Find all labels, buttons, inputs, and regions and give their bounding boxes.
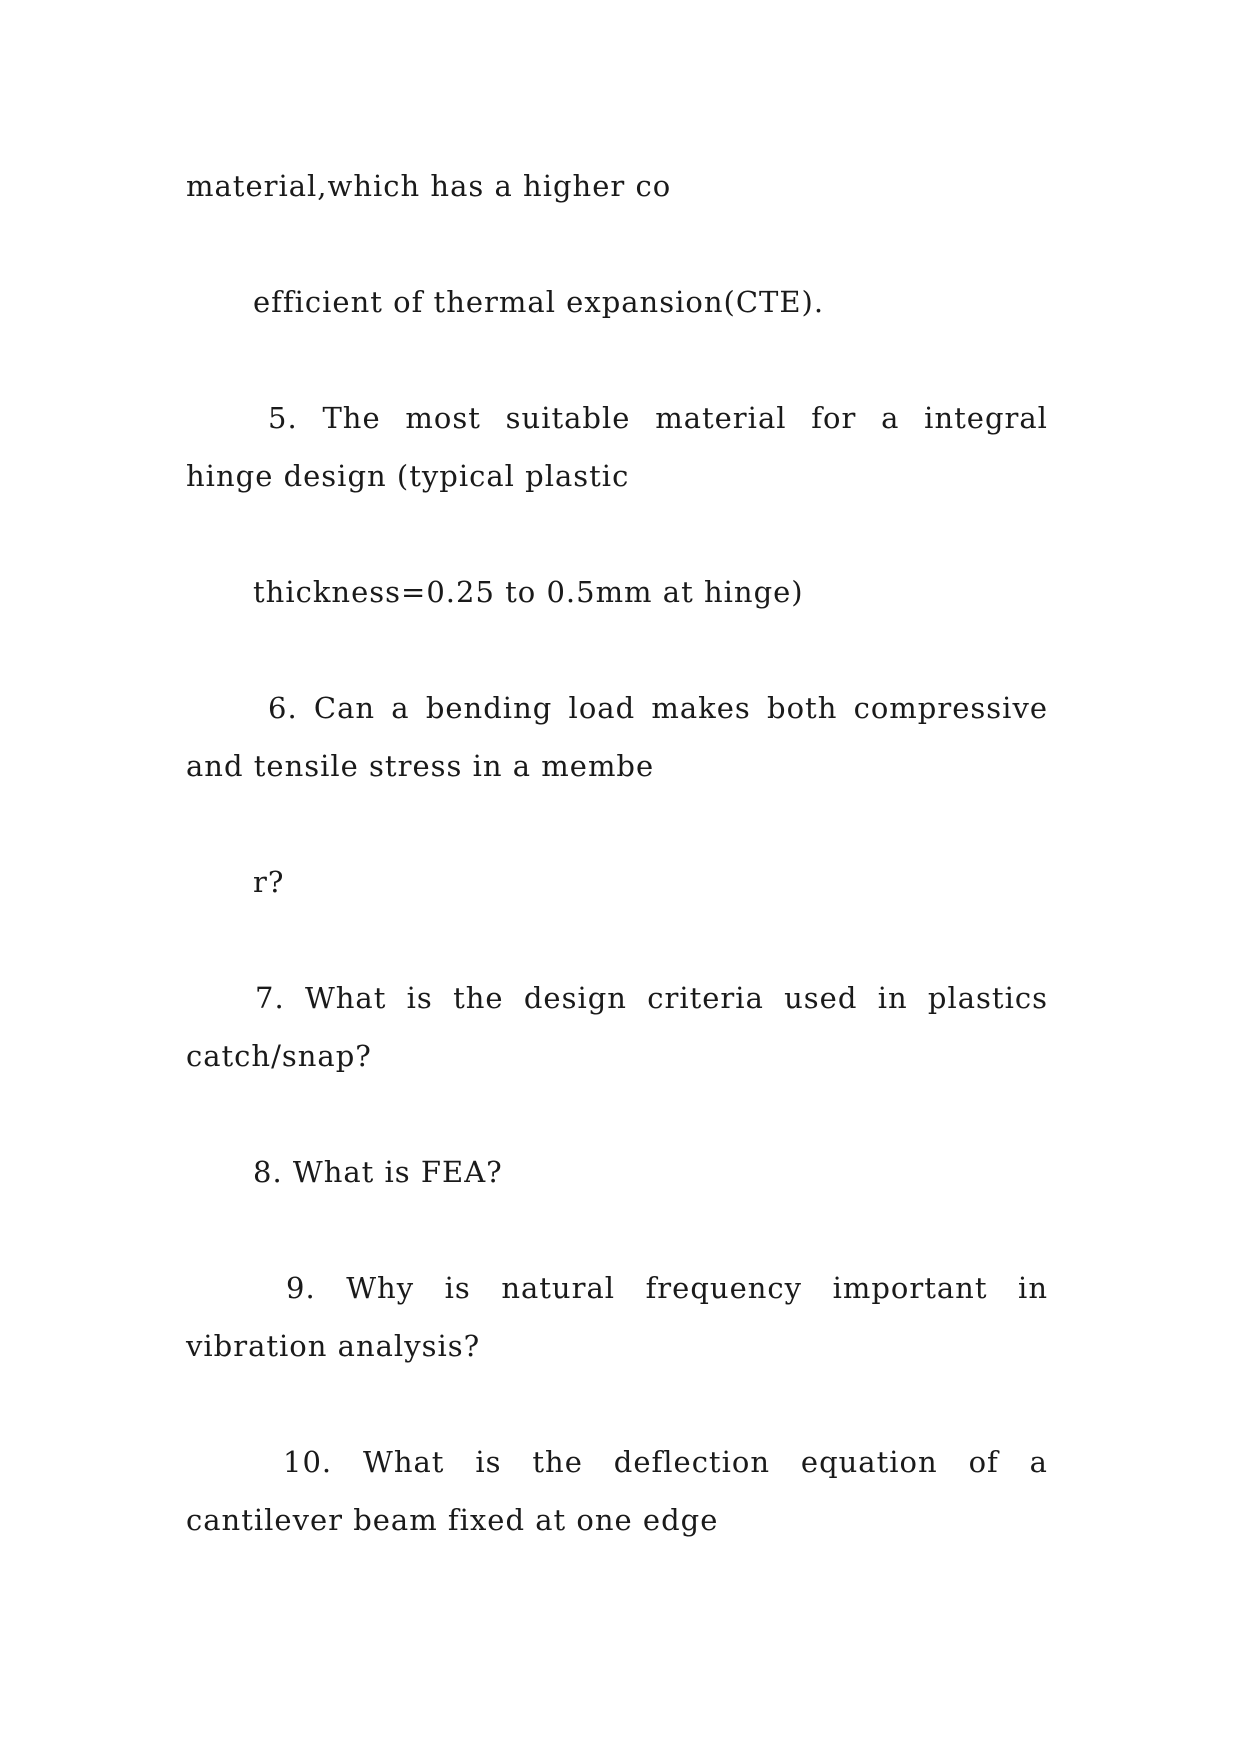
fragment-continuation: efficient of thermal expansion(CTE). <box>253 285 825 319</box>
q7-word: plastics <box>927 981 1048 1015</box>
q6-word: a <box>391 691 410 725</box>
question-9-line-2: vibration analysis? <box>186 1329 481 1363</box>
q6-word: bending <box>425 691 553 725</box>
question-5-line-3: thickness=0.25 to 0.5mm at hinge) <box>253 575 804 609</box>
q6-word: Can <box>313 691 376 725</box>
q9-word: natural <box>501 1271 616 1305</box>
q9-word: 9. <box>286 1271 316 1305</box>
q7-word: the <box>453 981 504 1015</box>
q10-word: the <box>532 1445 583 1479</box>
q7-word: criteria <box>647 981 764 1015</box>
q7-word: What <box>304 981 387 1015</box>
q9-word: frequency <box>645 1271 803 1305</box>
q10-word: 10. <box>283 1445 333 1479</box>
q10-word: is <box>475 1445 502 1479</box>
q9-word: important <box>832 1271 988 1305</box>
fragment-line: material,which has a higher co <box>186 169 672 203</box>
question-7-line-2: catch/snap? <box>186 1039 372 1073</box>
question-5-line-1 <box>268 400 1048 436</box>
q5-word: most <box>405 401 481 435</box>
q6-word: both <box>767 691 838 725</box>
q5-word: The <box>322 401 381 435</box>
q7-word: 7. <box>255 981 285 1015</box>
question-10-line-1 <box>283 1444 1048 1480</box>
q7-word: used <box>784 981 858 1015</box>
q10-word: What <box>363 1445 445 1479</box>
q9-word: in <box>1018 1271 1048 1305</box>
q9-word: is <box>444 1271 471 1305</box>
q5-word: a <box>881 401 900 435</box>
q7-word: is <box>406 981 433 1015</box>
question-5-line-2: hinge design (typical plastic <box>186 459 630 493</box>
q10-word: a <box>1029 1445 1048 1479</box>
q9-word: Why <box>346 1271 415 1305</box>
q6-word: load <box>568 691 636 725</box>
q6-word: makes <box>651 691 751 725</box>
question-8-line-1: 8. What is FEA? <box>253 1155 503 1189</box>
q5-word: for <box>811 401 857 435</box>
q5-word: suitable <box>505 401 631 435</box>
q7-word: design <box>523 981 627 1015</box>
q5-word: material <box>655 401 787 435</box>
q5-word: integral <box>924 401 1048 435</box>
question-6-line-1 <box>268 690 1048 726</box>
q5-word: 5. <box>268 401 298 435</box>
q10-word: equation <box>800 1445 938 1479</box>
q10-word: deflection <box>613 1445 771 1479</box>
q10-word: of <box>968 1445 999 1479</box>
q6-word: compressive <box>853 691 1048 725</box>
question-6-line-3: r? <box>253 865 285 899</box>
question-6-line-2: and tensile stress in a membe <box>186 749 655 783</box>
question-9-line-1 <box>286 1270 1048 1306</box>
q7-word: in <box>877 981 908 1015</box>
question-10-line-2: cantilever beam fixed at one edge <box>186 1503 719 1537</box>
question-7-line-1 <box>255 980 1048 1016</box>
q6-word: 6. <box>268 691 298 725</box>
